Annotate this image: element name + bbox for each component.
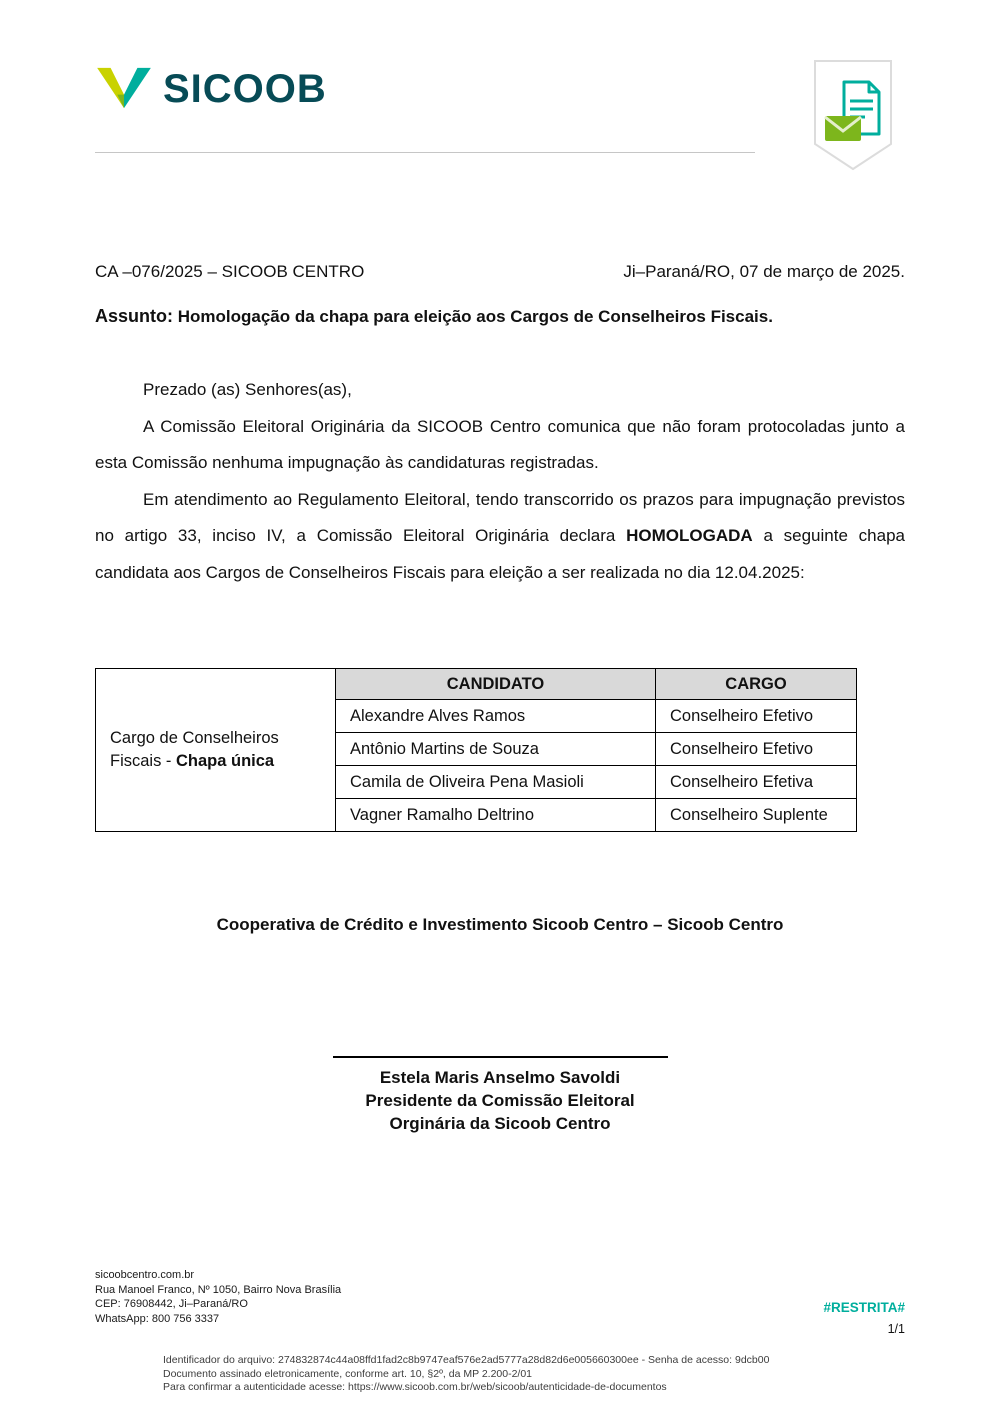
footer-contact-block bbox=[95, 1268, 341, 1326]
group-label-cell bbox=[96, 669, 336, 832]
authentication-block bbox=[163, 1354, 769, 1395]
signature-block bbox=[95, 1056, 905, 1135]
footer-whatsapp: WhatsApp: 800 756 3337 bbox=[95, 1312, 220, 1325]
signed-document-badge-icon bbox=[808, 58, 898, 177]
column-header-cargo: CARGO bbox=[656, 669, 857, 700]
subject-label: Assunto: bbox=[95, 306, 173, 326]
signature-statement: Documento assinado eletronicamente, conforme art. 10, §2º, da MP 2.200-2/01 bbox=[163, 1367, 533, 1380]
candidate-name: Vagner Ramalho Deltrino bbox=[336, 799, 656, 832]
page-number: 1/1 bbox=[887, 1322, 905, 1336]
footer-website: sicoobcentro.com.br bbox=[95, 1269, 195, 1281]
homologada-emphasis: HOMOLOGADA bbox=[626, 526, 753, 545]
footer-address: Rua Manoel Franco, Nº 1050, Bairro Nova Brasília bbox=[95, 1283, 342, 1296]
candidate-role: Conselheiro Efetivo bbox=[656, 700, 857, 733]
footer-cep: CEP: 76908442, Ji–Paraná/RO bbox=[95, 1298, 248, 1310]
file-identifier: Identificador do arquivo: 274832874c44a08ffd1fad2c8b9747eaf576e2ad5777a28d82d6e005660300ee - Senha de acesso: 9dcb00 bbox=[163, 1354, 770, 1366]
table-header-row bbox=[96, 669, 857, 700]
authenticity-url: Para confirmar a autenticidade acesse: https://www.sicoob.com.br/web/sicoob/autenticidade-de-documentos bbox=[163, 1381, 667, 1393]
group-label-bold: Chapa única bbox=[176, 752, 275, 770]
candidate-name: Alexandre Alves Ramos bbox=[336, 700, 656, 733]
sicoob-logo-text: SICOOB bbox=[163, 67, 327, 111]
salutation: Prezado (as) Senhores(as), bbox=[143, 380, 352, 399]
candidate-name: Camila de Oliveira Pena Masioli bbox=[336, 766, 656, 799]
paragraph-2 bbox=[95, 482, 905, 592]
reference-row bbox=[95, 262, 905, 282]
sicoob-chevron-icon bbox=[95, 64, 153, 115]
subject-text: Homologação da chapa para eleição aos Cargos de Conselheiros Fiscais. bbox=[177, 307, 773, 326]
signer-title-line-2: Orginária da Sicoob Centro bbox=[389, 1114, 611, 1133]
sicoob-logo bbox=[95, 64, 327, 115]
header-divider bbox=[95, 152, 755, 153]
paragraph-2-text-after: a seguinte chapa candidata aos Cargos de Conselheiros Fiscais para eleição a ser realizada no dia 12.04.2025: bbox=[95, 526, 905, 582]
column-header-candidato: CANDIDATO bbox=[336, 669, 656, 700]
candidate-role: Conselheiro Suplente bbox=[656, 799, 857, 832]
signature-line bbox=[333, 1056, 668, 1058]
candidates-table bbox=[95, 668, 857, 832]
letter-body bbox=[95, 372, 905, 591]
candidate-role: Conselheiro Efetiva bbox=[656, 766, 857, 799]
dateline: Ji–Paraná/RO, 07 de março de 2025. bbox=[623, 262, 905, 281]
group-label-text: Cargo de Conselheiros Fiscais - bbox=[110, 729, 279, 770]
candidate-role: Conselheiro Efetivo bbox=[656, 733, 857, 766]
paragraph-1: A Comissão Eleitoral Originária da SICOOB Centro comunica que não foram protocoladas junto a esta Comissão nenhuma impugnação às candidaturas registradas. bbox=[95, 416, 905, 472]
candidate-name: Antônio Martins de Souza bbox=[336, 733, 656, 766]
subject-line bbox=[95, 306, 905, 327]
organization-name: Cooperativa de Crédito e Investimento Sicoob Centro – Sicoob Centro bbox=[216, 915, 784, 934]
restricted-tag: #RESTRITA# bbox=[823, 1300, 905, 1315]
signer-title-line-1: Presidente da Comissão Eleitoral bbox=[365, 1091, 635, 1110]
signer-name: Estela Maris Anselmo Savoldi bbox=[379, 1068, 621, 1087]
document-reference: CA –076/2025 – SICOOB CENTRO bbox=[95, 262, 365, 281]
paragraph-2-text: Em atendimento ao Regulamento Eleitoral, tendo transcorrido os prazos para impugnação previstos no artigo 33, inciso IV, a Comissão Eleitoral Originária declara bbox=[95, 489, 905, 545]
